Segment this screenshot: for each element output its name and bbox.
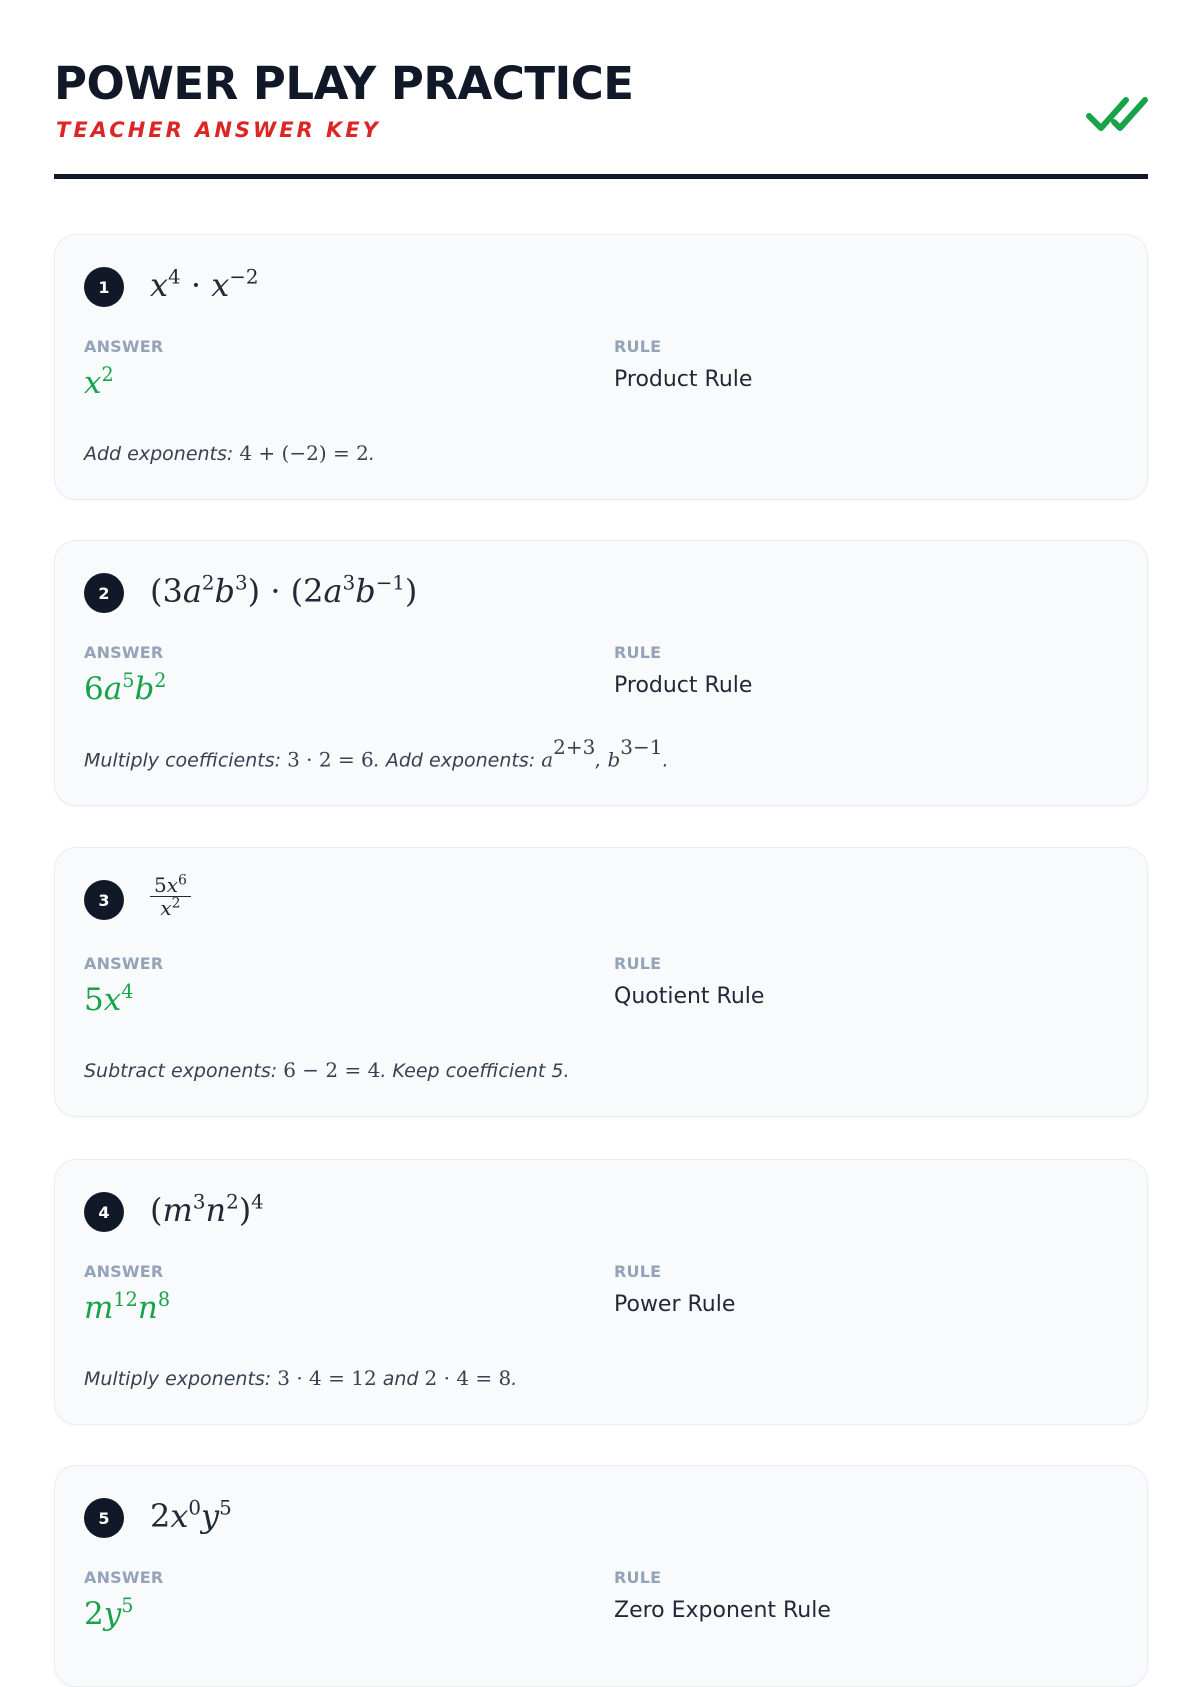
problem-card (54, 234, 1148, 500)
rule-label: RULE (614, 954, 662, 973)
problem-card (54, 847, 1148, 1117)
rule-name: Power Rule (614, 1292, 736, 1317)
answer-label: ANSWER (84, 954, 164, 973)
page-subtitle: TEACHER ANSWER KEY (56, 118, 381, 142)
problem-expression: $(3a^2b^3) \cdot (2a^3b^{-1})$ (150, 571, 418, 610)
explanation-note: Multiply coefficients: 3 · 2 = 6. Add exponents: $a^{2+3}$, $b^{3-1}$. (84, 735, 669, 772)
problem-expression: $(m^3n^2)^4$ (150, 1190, 264, 1229)
explanation-note: Subtract exponents: 6 − 2 = 4. Keep coefficient 5. (84, 1058, 570, 1082)
answer-value: $6a^5b^2$ (84, 669, 167, 707)
answer-value: $m^{12}n^8$ (84, 1288, 171, 1326)
answer-label: ANSWER (84, 1568, 164, 1587)
problem-number-badge: 3 (84, 880, 124, 920)
problem-number-badge: 5 (84, 1498, 124, 1538)
page-header (54, 0, 1148, 182)
problem-expression (150, 872, 191, 919)
answer-label: ANSWER (84, 643, 164, 662)
answer-key-page (54, 0, 1148, 1632)
rule-label: RULE (614, 1262, 662, 1281)
answer-value: $5x^4$ (84, 980, 134, 1018)
rule-label: RULE (614, 1568, 662, 1587)
rule-name: Product Rule (614, 673, 753, 698)
answer-label: ANSWER (84, 337, 164, 356)
answer-value: $x^2$ (84, 363, 114, 401)
problem-card (54, 1465, 1148, 1687)
problem-number-badge: 4 (84, 1192, 124, 1232)
answer-label: ANSWER (84, 1262, 164, 1281)
problem-number-badge: 2 (84, 573, 124, 613)
rule-name: Quotient Rule (614, 984, 765, 1009)
rule-name: Product Rule (614, 367, 753, 392)
rule-name: Zero Exponent Rule (614, 1598, 831, 1623)
explanation-note: Multiply exponents: 3 · 4 = 12 and 2 · 4 = 8. (84, 1366, 518, 1390)
problem-expression: $2x^0y^5$ (150, 1496, 232, 1535)
explanation-note: Add exponents: 4 + (−2) = 2. (84, 441, 375, 465)
problem-expression: $x^4 \cdot x^{-2}$ (150, 265, 259, 304)
double-check-icon (1086, 92, 1148, 136)
header-divider (54, 174, 1148, 179)
rule-label: RULE (614, 643, 662, 662)
page-title: POWER PLAY PRACTICE (54, 57, 634, 110)
problem-card (54, 1159, 1148, 1425)
problem-card (54, 540, 1148, 806)
answer-value: $2y^5$ (84, 1594, 134, 1632)
rule-label: RULE (614, 337, 662, 356)
fraction: $\frac{5x^6}{x^2}$ (150, 874, 191, 919)
problem-number-badge: 1 (84, 267, 124, 307)
